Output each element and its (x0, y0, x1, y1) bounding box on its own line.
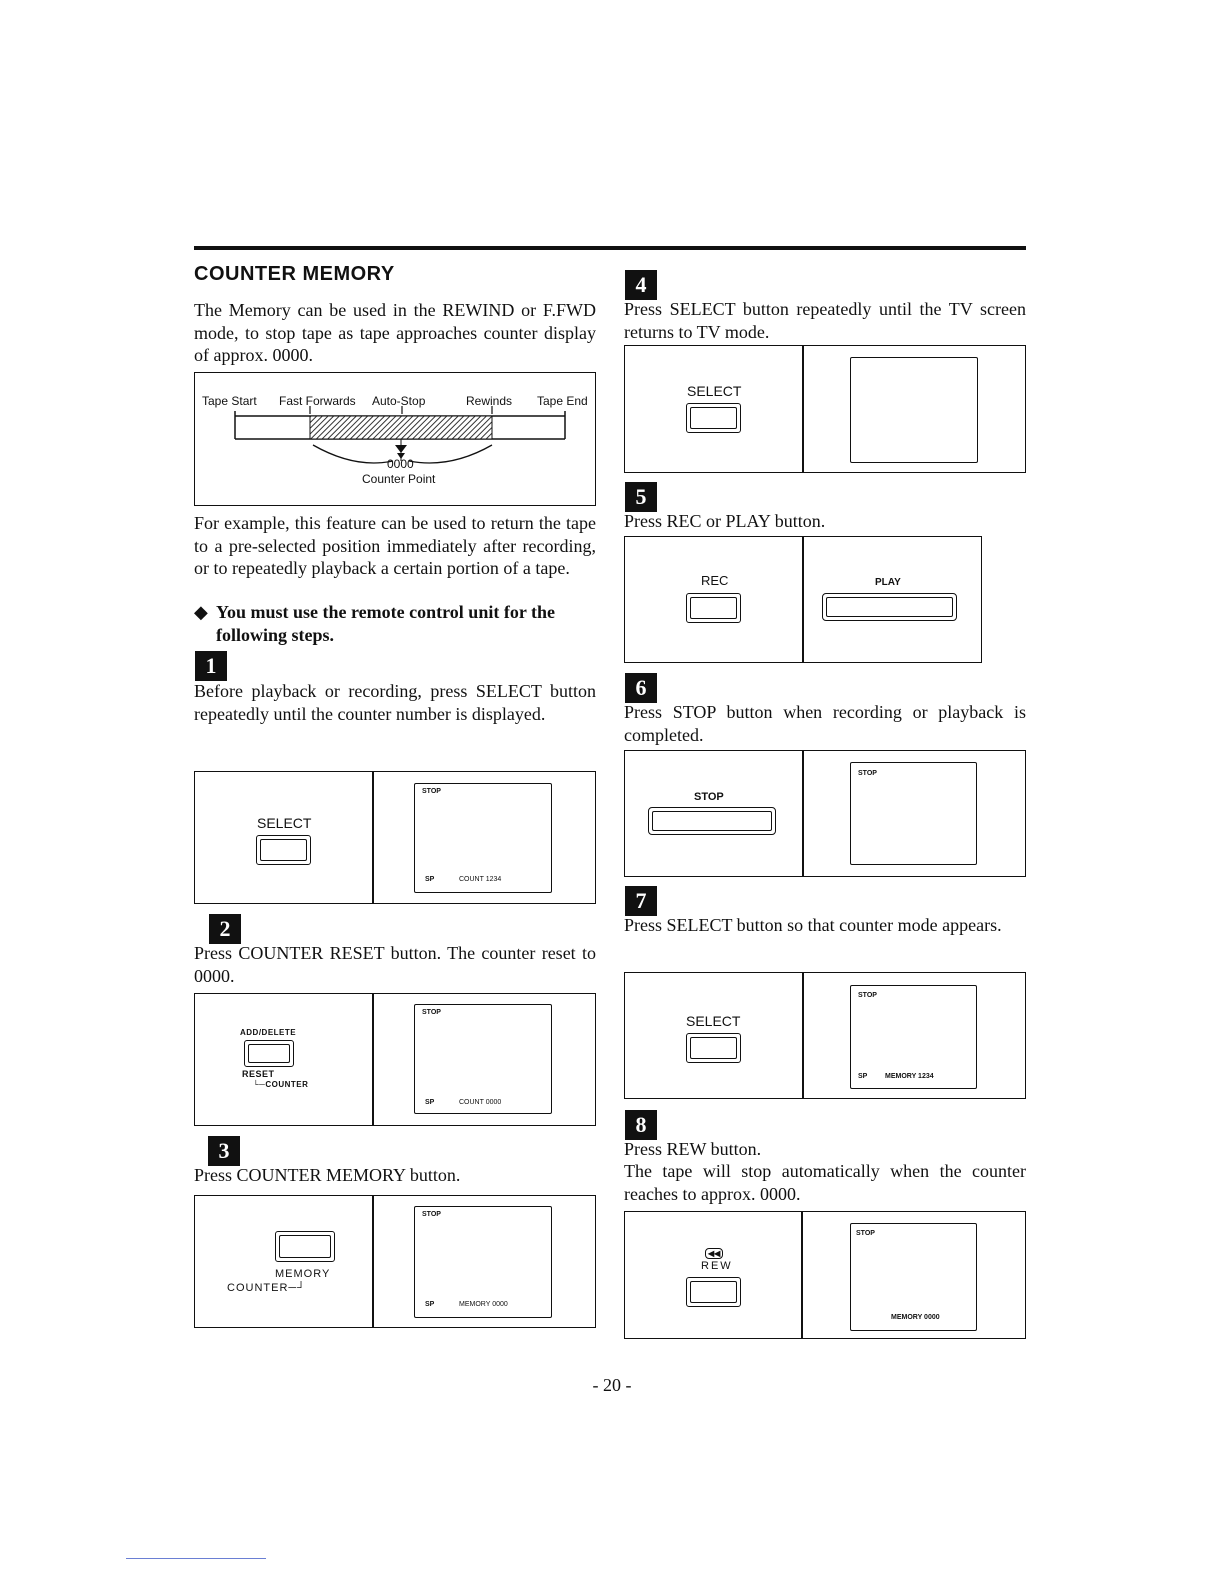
screen-counter-text: COUNT 0000 (459, 1099, 502, 1106)
step-4-text: Press SELECT button repeatedly until the TV screen returns to TV mode. (624, 299, 1026, 342)
screen-mode-text: SP (425, 1301, 435, 1308)
step-2-text: Press COUNTER RESET button. The counter reset to 0000. (194, 943, 596, 986)
step-5-text: Press REC or PLAY button. (624, 511, 826, 531)
fast-forwards-label: Fast Forwards (279, 394, 356, 408)
tape-diagram (194, 372, 596, 506)
step-2-badge: 2 (209, 914, 241, 944)
step-6-panel (624, 750, 1026, 877)
screen-memory-text: MEMORY 0000 (891, 1314, 940, 1321)
select-button[interactable] (686, 1033, 741, 1063)
screen-stop-text: STOP (422, 1009, 441, 1016)
intro-paragraph: The Memory can be used in the REWIND or F.FWD mode, to stop tape as tape approaches counter display of approx. 0000. (194, 300, 596, 365)
remote-note (194, 601, 596, 646)
step-8-badge: 8 (625, 1110, 657, 1140)
rewind-icon: ◀◀ (705, 1248, 723, 1259)
select-button[interactable] (256, 835, 311, 865)
page-number: - 20 - (592, 1375, 632, 1395)
counter-reset-button[interactable] (244, 1040, 294, 1067)
screen-stop-text: STOP (856, 1230, 875, 1237)
step-5-panel (624, 536, 982, 663)
section-title: COUNTER MEMORY (194, 263, 395, 285)
screen-stop-text: STOP (858, 770, 877, 777)
screen-mode-text: SP (425, 1099, 435, 1106)
tape-end-label: Tape End (537, 394, 588, 408)
step-5-badge: 5 (625, 482, 657, 512)
counter-memory-button[interactable] (275, 1231, 335, 1262)
tape-start-label: Tape Start (202, 394, 257, 408)
step-7-panel (624, 972, 1026, 1099)
note-bullet: ◆ (194, 602, 208, 622)
play-button-label: PLAY (875, 577, 901, 588)
step-3-badge: 3 (208, 1136, 240, 1166)
step-8-text-1: Press REW button. (624, 1139, 762, 1159)
step-1-text: Before playback or recording, press SELECT button repeatedly until the counter number is displayed. (194, 681, 596, 724)
rew-button-label: REW (701, 1260, 733, 1272)
tv-screen (414, 1004, 552, 1114)
select-button[interactable] (686, 403, 741, 433)
step-7-badge: 7 (625, 886, 657, 916)
step-3-text: Press COUNTER MEMORY button. (194, 1165, 461, 1185)
step-7-text: Press SELECT button so that counter mode appears. (624, 915, 1002, 935)
screen-stop-text: STOP (422, 788, 441, 795)
counter-point-label: Counter Point (362, 472, 436, 486)
play-button[interactable] (822, 593, 957, 621)
tv-screen (850, 357, 978, 463)
add-delete-label: ADD/DELETE (240, 1028, 297, 1037)
counter-zero-label: 0000 (387, 457, 414, 471)
screen-mode-text: SP (425, 876, 435, 883)
tv-screen (414, 1206, 552, 1318)
tv-screen (850, 762, 977, 865)
step-1-panel (194, 771, 596, 904)
rew-button[interactable] (686, 1277, 741, 1307)
stop-button[interactable] (648, 807, 776, 835)
screen-mode-text: SP (858, 1073, 868, 1080)
auto-stop-label: Auto-Stop (372, 394, 426, 408)
tv-screen (850, 1223, 977, 1331)
counter-label: └─COUNTER (253, 1080, 309, 1089)
tv-screen (414, 783, 552, 893)
select-button-label: SELECT (687, 383, 742, 399)
rec-button[interactable] (686, 593, 741, 623)
screen-stop-text: STOP (858, 992, 877, 999)
step-4-badge: 4 (625, 270, 657, 300)
rec-button-label: REC (701, 573, 729, 588)
step-8-text-2: The tape will stop automatically when the counter reaches to approx. 0000. (624, 1161, 1026, 1204)
screen-stop-text: STOP (422, 1211, 441, 1218)
screen-counter-text: COUNT 1234 (459, 876, 502, 883)
step-4-panel (624, 345, 1026, 473)
footer-rule (126, 1558, 266, 1559)
example-paragraph: For example, this feature can be used to return the tape to a pre-selected position immediately after recording, or to repeatedly playback a certain portion of a tape. (194, 513, 596, 578)
step-3-panel (194, 1195, 596, 1328)
step-6-badge: 6 (625, 673, 657, 703)
step-1-badge: 1 (195, 651, 227, 681)
top-rule (194, 246, 1026, 250)
stop-button-label: STOP (694, 791, 724, 803)
screen-memory-text: MEMORY 1234 (885, 1073, 934, 1080)
step-2-panel (194, 993, 596, 1126)
step-6-text: Press STOP button when recording or playback is completed. (624, 702, 1026, 745)
tv-screen (850, 985, 977, 1089)
select-button-label: SELECT (257, 815, 312, 831)
screen-memory-text: MEMORY 0000 (459, 1301, 508, 1308)
step-8-panel (624, 1211, 1026, 1339)
select-button-label: SELECT (686, 1013, 741, 1029)
rewinds-label: Rewinds (466, 394, 513, 408)
memory-label: MEMORY (275, 1268, 331, 1280)
counter-label: COUNTER─┘ (227, 1282, 306, 1294)
reset-label: RESET (242, 1069, 275, 1079)
note-text: You must use the remote control unit for the following steps. (216, 602, 555, 645)
